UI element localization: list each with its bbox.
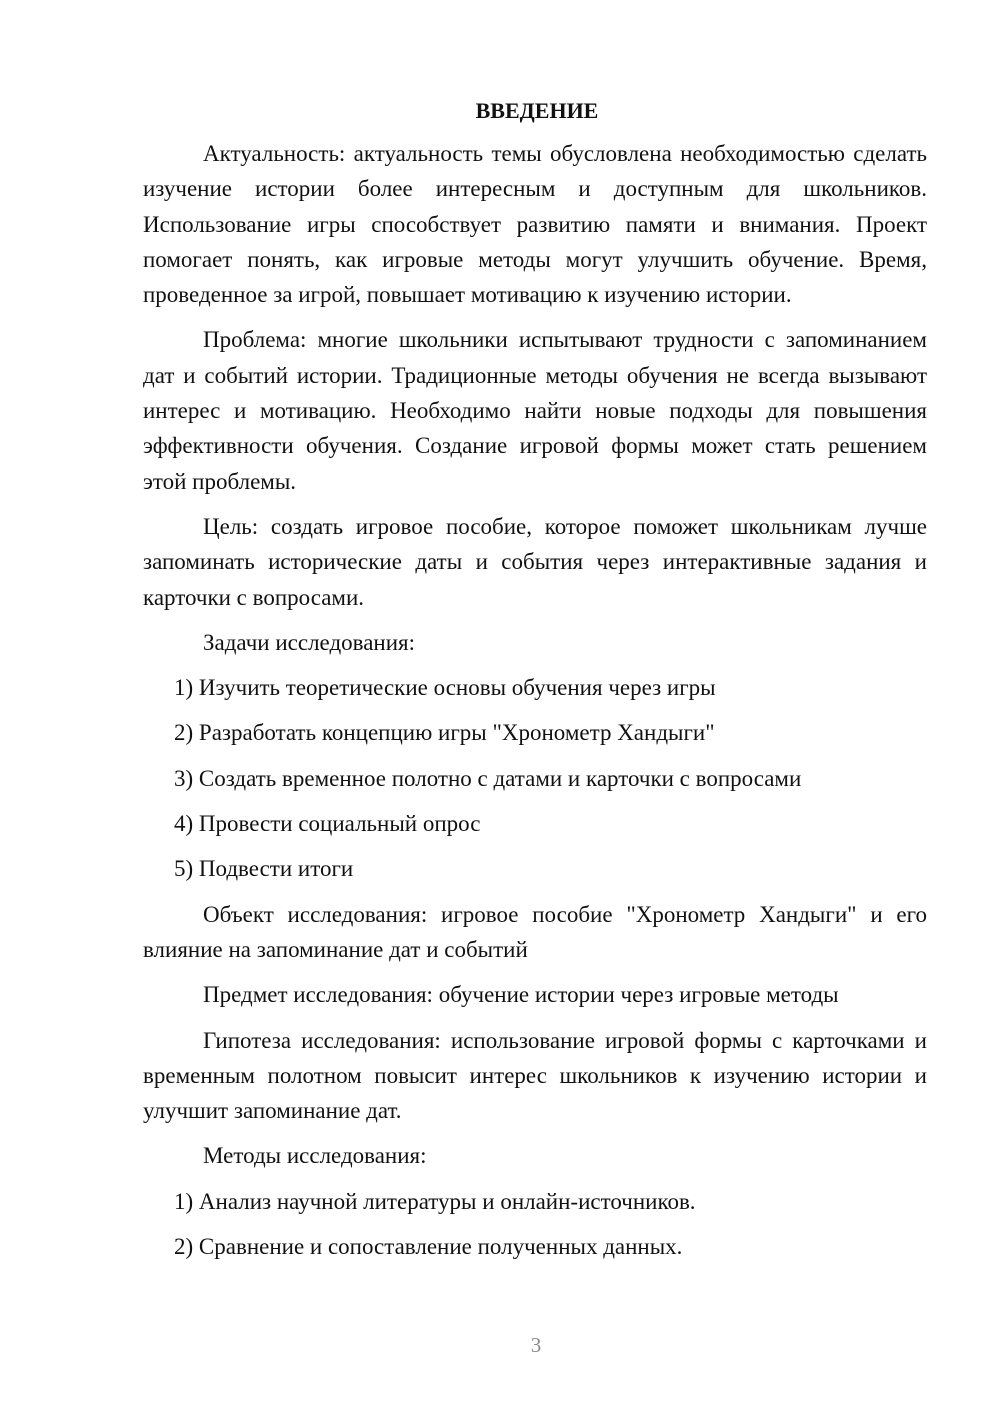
relevance-paragraph: Актуальность: актуальность темы обусловлена необходимостью сделать изучение истории более интересным и доступным для школьников. Использование игры способствует развитию памяти и внимания. Проект помогает понять, как игровые методы могут улучшить обучение. Время, проведенное за игрой, повышает мотивацию к изучению истории. [143,141,927,308]
tasks-list [143,670,927,886]
page-number: 3 [530,1333,542,1357]
goal-paragraph: Цель: создать игровое пособие, которое поможет школьникам лучше запоминать исторические даты и события через интерактивные задания и карточки с вопросами. [143,513,927,610]
hypothesis-paragraph: Гипотеза исследования: использование игровой формы с карточками и временным полотном повысит интерес школьников к изучению истории и улучшит запоминание дат. [143,1027,927,1124]
list-item: 1) Анализ научной литературы и онлайн-источников. [174,1188,696,1214]
object-paragraph: Объект исследования: игровое пособие "Хронометр Хандыги" и его влияние на запоминание дат и событий [143,901,927,962]
list-item: 3) Создать временное полотно с датами и карточки с вопросами [174,765,802,791]
list-item: 5) Подвести итоги [174,856,354,882]
section-title: ВВЕДЕНИЕ [475,98,599,123]
tasks-heading: Задачи исследования: [203,629,416,655]
page-content [143,94,927,1274]
list-item: 4) Провести социальный опрос [174,811,481,837]
methods-list [143,1184,927,1265]
problem-paragraph: Проблема: многие школьники испытывают трудности с запоминанием дат и событий истории. Традиционные методы обучения не всегда вызывают интерес и мотивацию. Необходимо найти новые подходы для повышения эффективности обучения. Создание игровой формы может стать решением этой проблемы. [143,327,927,494]
list-item: 2) Сравнение и сопоставление полученных данных. [174,1234,683,1260]
list-item: 1) Изучить теоретические основы обучения через игры [174,675,716,701]
subject-paragraph: Предмет исследования: обучение истории через игровые методы [203,982,839,1008]
list-item: 2) Разработать концепцию игры "Хронометр Хандыги" [174,720,715,746]
methods-heading: Методы исследования: [203,1143,427,1169]
